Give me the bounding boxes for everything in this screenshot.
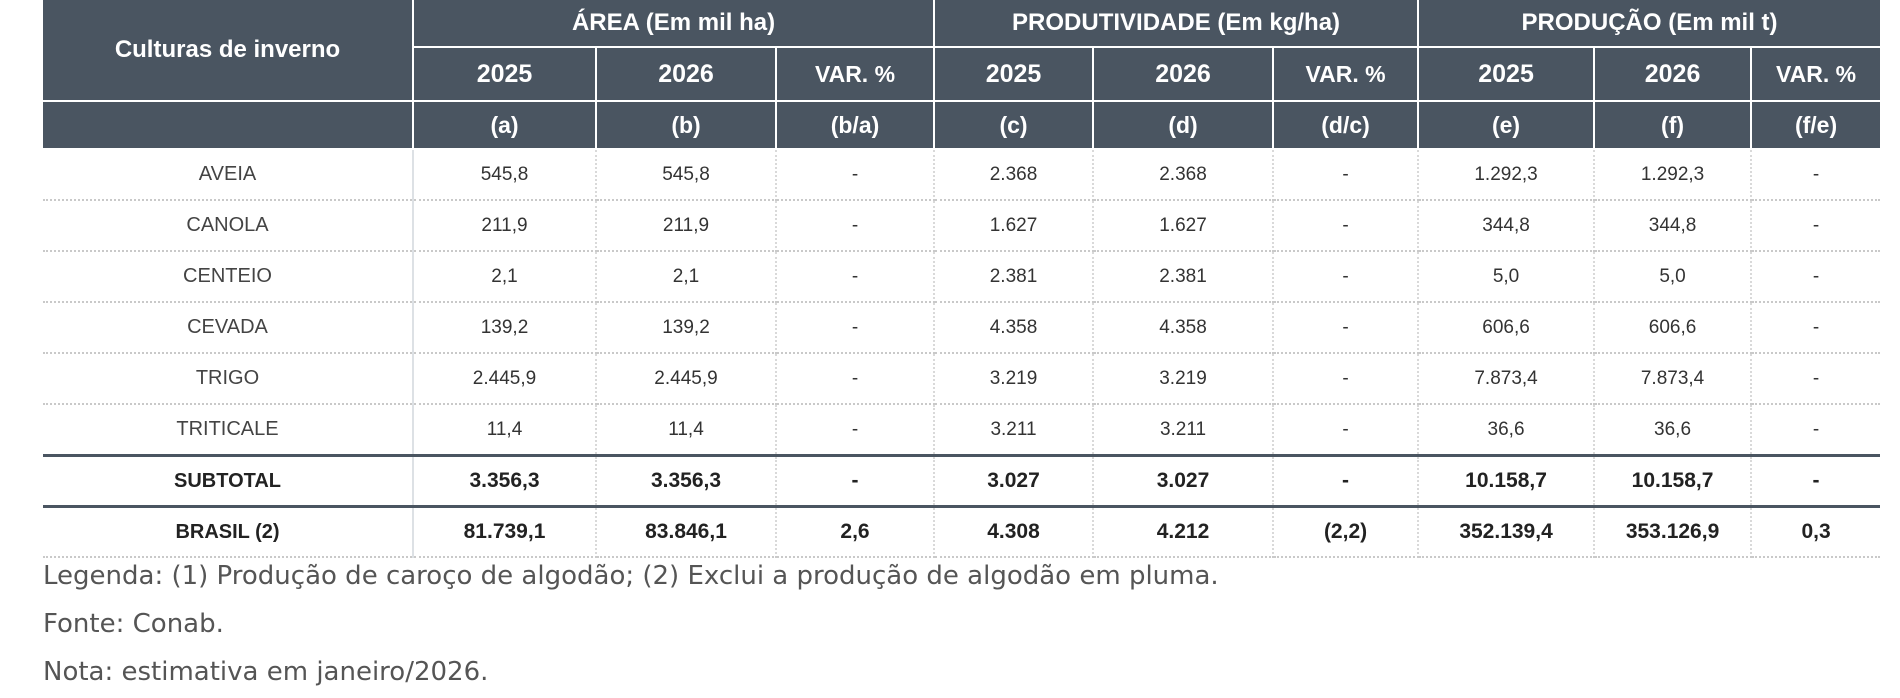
value-cell: 4.212 <box>1093 507 1273 558</box>
value-cell: 5,0 <box>1418 251 1594 302</box>
header-var: VAR. % <box>776 47 934 101</box>
table-header <box>43 0 1880 149</box>
brasil-total-row <box>43 507 1880 558</box>
header-year: 2025 <box>1418 47 1594 101</box>
value-cell: 1.627 <box>934 200 1093 251</box>
value-cell: 2.368 <box>1093 149 1273 200</box>
value-cell: 2,6 <box>776 507 934 558</box>
table-row <box>43 353 1880 404</box>
value-cell: 0,3 <box>1751 507 1880 558</box>
value-cell: - <box>1751 200 1880 251</box>
value-cell: - <box>1273 456 1418 507</box>
value-cell: 3.027 <box>1093 456 1273 507</box>
value-cell: - <box>776 200 934 251</box>
value-cell: - <box>776 149 934 200</box>
source-note: Fonte: Conab. <box>43 609 224 639</box>
crop-name-cell: CANOLA <box>43 200 413 251</box>
value-cell: - <box>776 353 934 404</box>
value-cell: 139,2 <box>596 302 776 353</box>
value-cell: - <box>1751 456 1880 507</box>
header-code: (c) <box>934 101 1093 149</box>
header-var: VAR. % <box>1751 47 1880 101</box>
value-cell: - <box>1273 302 1418 353</box>
subtotal-row <box>43 456 1880 507</box>
header-code: (d) <box>1093 101 1273 149</box>
value-cell: 3.219 <box>934 353 1093 404</box>
value-cell: - <box>776 251 934 302</box>
header-code: (e) <box>1418 101 1594 149</box>
value-cell: - <box>776 456 934 507</box>
header-year: 2026 <box>596 47 776 101</box>
value-cell: - <box>776 404 934 456</box>
crop-name-cell: TRITICALE <box>43 404 413 456</box>
header-code: (a) <box>413 101 596 149</box>
value-cell: 36,6 <box>1594 404 1751 456</box>
value-cell: 2.445,9 <box>413 353 596 404</box>
value-cell: 1.292,3 <box>1594 149 1751 200</box>
value-cell: 11,4 <box>596 404 776 456</box>
table-row <box>43 149 1880 200</box>
brasil-label: BRASIL (2) <box>43 507 413 558</box>
value-cell: 3.219 <box>1093 353 1273 404</box>
value-cell: 352.139,4 <box>1418 507 1594 558</box>
value-cell: 344,8 <box>1594 200 1751 251</box>
header-empty <box>43 101 413 149</box>
header-code: (f/e) <box>1751 101 1880 149</box>
winter-crops-table <box>43 0 1880 558</box>
value-cell: 36,6 <box>1418 404 1594 456</box>
header-year: 2026 <box>1093 47 1273 101</box>
value-cell: 1.292,3 <box>1418 149 1594 200</box>
value-cell: 3.211 <box>934 404 1093 456</box>
estimate-note: Nota: estimativa em janeiro/2026. <box>43 657 489 687</box>
header-year: 2025 <box>413 47 596 101</box>
value-cell: 2.445,9 <box>596 353 776 404</box>
table-row <box>43 404 1880 456</box>
header-year: 2026 <box>1594 47 1751 101</box>
value-cell: 7.873,4 <box>1418 353 1594 404</box>
value-cell: 3.211 <box>1093 404 1273 456</box>
table-row <box>43 251 1880 302</box>
value-cell: 11,4 <box>413 404 596 456</box>
crop-name-cell: CEVADA <box>43 302 413 353</box>
value-cell: 353.126,9 <box>1594 507 1751 558</box>
header-group-production: PRODUÇÃO (Em mil t) <box>1418 0 1880 47</box>
crop-name-cell: TRIGO <box>43 353 413 404</box>
value-cell: 2,1 <box>413 251 596 302</box>
crop-name-cell: AVEIA <box>43 149 413 200</box>
value-cell: 81.739,1 <box>413 507 596 558</box>
value-cell: 5,0 <box>1594 251 1751 302</box>
value-cell: (2,2) <box>1273 507 1418 558</box>
header-code: (f) <box>1594 101 1751 149</box>
crop-name-cell: CENTEIO <box>43 251 413 302</box>
value-cell: 3.356,3 <box>596 456 776 507</box>
value-cell: 83.846,1 <box>596 507 776 558</box>
value-cell: - <box>1273 353 1418 404</box>
header-code: (d/c) <box>1273 101 1418 149</box>
value-cell: 3.027 <box>934 456 1093 507</box>
legend-note: Legenda: (1) Produção de caroço de algodão; (2) Exclui a produção de algodão em pluma. <box>43 561 1219 591</box>
header-var: VAR. % <box>1273 47 1418 101</box>
data-table-container <box>43 0 1880 558</box>
header-group-productivity: PRODUTIVIDADE (Em kg/ha) <box>934 0 1418 47</box>
value-cell: 606,6 <box>1418 302 1594 353</box>
header-year: 2025 <box>934 47 1093 101</box>
value-cell: 7.873,4 <box>1594 353 1751 404</box>
value-cell: 4.358 <box>934 302 1093 353</box>
value-cell: - <box>1273 149 1418 200</box>
value-cell: - <box>1273 404 1418 456</box>
value-cell: 2.381 <box>934 251 1093 302</box>
value-cell: 10.158,7 <box>1418 456 1594 507</box>
value-cell: 2,1 <box>596 251 776 302</box>
value-cell: - <box>1751 251 1880 302</box>
table-row <box>43 302 1880 353</box>
value-cell: - <box>1751 404 1880 456</box>
value-cell: - <box>1751 353 1880 404</box>
value-cell: 606,6 <box>1594 302 1751 353</box>
value-cell: 139,2 <box>413 302 596 353</box>
table-row <box>43 200 1880 251</box>
value-cell: - <box>776 302 934 353</box>
value-cell: 211,9 <box>413 200 596 251</box>
value-cell: - <box>1273 251 1418 302</box>
value-cell: 3.356,3 <box>413 456 596 507</box>
value-cell: 1.627 <box>1093 200 1273 251</box>
value-cell: 4.308 <box>934 507 1093 558</box>
value-cell: 2.368 <box>934 149 1093 200</box>
value-cell: 545,8 <box>596 149 776 200</box>
value-cell: - <box>1751 149 1880 200</box>
value-cell: - <box>1751 302 1880 353</box>
value-cell: 4.358 <box>1093 302 1273 353</box>
value-cell: 344,8 <box>1418 200 1594 251</box>
value-cell: - <box>1273 200 1418 251</box>
header-code: (b) <box>596 101 776 149</box>
value-cell: 211,9 <box>596 200 776 251</box>
table-footnotes <box>43 552 1880 696</box>
value-cell: 2.381 <box>1093 251 1273 302</box>
header-code: (b/a) <box>776 101 934 149</box>
header-crops: Culturas de inverno <box>43 0 413 101</box>
table-body <box>43 149 1880 557</box>
value-cell: 10.158,7 <box>1594 456 1751 507</box>
value-cell: 545,8 <box>413 149 596 200</box>
header-group-area: ÁREA (Em mil ha) <box>413 0 934 47</box>
subtotal-label: SUBTOTAL <box>43 456 413 507</box>
